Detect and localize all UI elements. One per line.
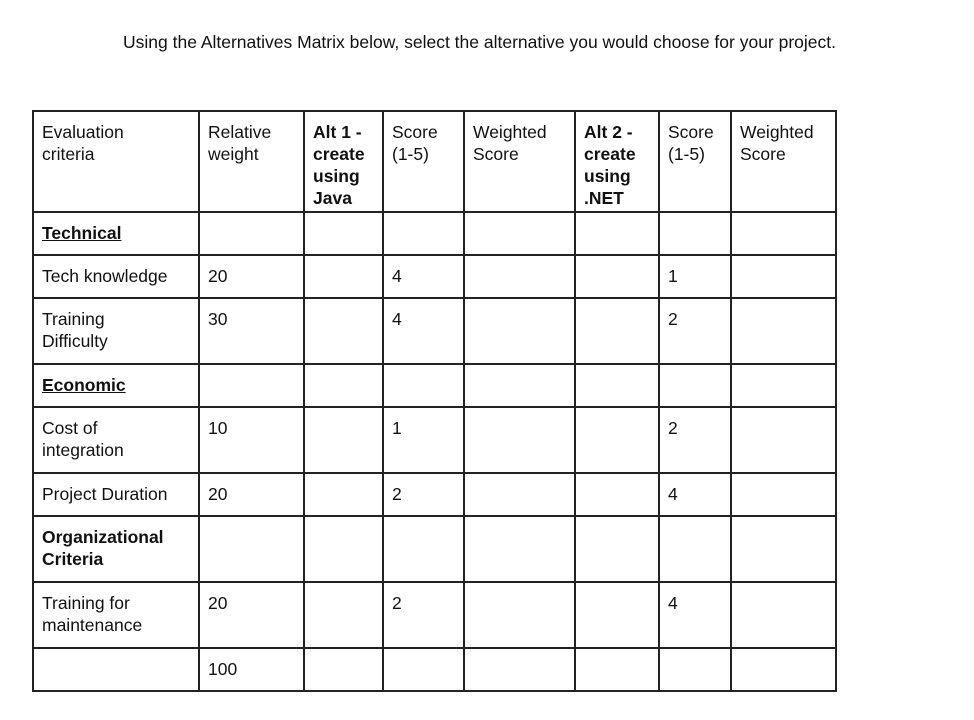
weight-cell: 30 — [199, 298, 304, 364]
header-alt1-weighted-score — [464, 111, 575, 212]
empty-cell — [659, 648, 731, 691]
header-text: using — [313, 166, 360, 186]
alt2-cell — [575, 407, 659, 473]
criteria-label — [33, 298, 199, 364]
header-text: (1-5) — [392, 144, 429, 164]
empty-cell — [731, 212, 836, 255]
header-text: Weighted — [473, 122, 547, 142]
empty-cell — [464, 364, 575, 407]
alt1-score-cell: 2 — [383, 582, 464, 648]
alt1-cell — [304, 407, 383, 473]
empty-cell — [575, 212, 659, 255]
section-title: Technical — [42, 223, 122, 243]
empty-cell — [464, 516, 575, 582]
empty-cell — [304, 212, 383, 255]
alt2-weighted-cell — [731, 298, 836, 364]
empty-cell — [199, 516, 304, 582]
criteria-text: Training — [42, 309, 105, 329]
alt2-weighted-cell — [731, 255, 836, 298]
alt2-cell — [575, 298, 659, 364]
empty-cell — [731, 364, 836, 407]
header-text: Score — [473, 144, 519, 164]
empty-cell — [383, 516, 464, 582]
alt1-weighted-cell — [464, 255, 575, 298]
table-row-training-difficulty — [33, 298, 836, 364]
header-text: Weighted — [740, 122, 814, 142]
alt1-cell — [304, 255, 383, 298]
table-row-project-duration — [33, 473, 836, 516]
criteria-label — [33, 407, 199, 473]
section-title: Organizational — [42, 527, 164, 547]
alt1-weighted-cell — [464, 298, 575, 364]
instruction-text: Using the Alternatives Matrix below, select the alternative you would choose for your project. — [123, 32, 837, 52]
alt1-score-cell: 4 — [383, 298, 464, 364]
empty-cell — [304, 516, 383, 582]
header-text: (1-5) — [668, 144, 705, 164]
alt2-cell — [575, 255, 659, 298]
header-text: .NET — [584, 188, 624, 208]
criteria-text: Difficulty — [42, 331, 108, 351]
alt1-weighted-cell — [464, 407, 575, 473]
alt2-weighted-cell — [731, 407, 836, 473]
criteria-text: maintenance — [42, 615, 143, 635]
alt1-score-cell: 4 — [383, 255, 464, 298]
header-evaluation-criteria — [33, 111, 199, 212]
alt2-score-cell: 2 — [659, 298, 731, 364]
weight-cell: 20 — [199, 582, 304, 648]
weight-total-cell: 100 — [199, 648, 304, 691]
alt2-score-cell: 4 — [659, 582, 731, 648]
section-row-organizational — [33, 516, 836, 582]
header-text: Alt 2 - — [584, 122, 633, 142]
table-row-training-for-maintenance — [33, 582, 836, 648]
section-label — [33, 516, 199, 582]
header-text: Evaluation — [42, 122, 124, 142]
criteria-label: Tech knowledge — [33, 255, 199, 298]
weight-cell: 10 — [199, 407, 304, 473]
section-label — [33, 364, 199, 407]
empty-cell — [199, 364, 304, 407]
empty-cell — [575, 364, 659, 407]
empty-cell — [383, 364, 464, 407]
header-text: using — [584, 166, 631, 186]
empty-cell — [33, 648, 199, 691]
criteria-text: integration — [42, 440, 124, 460]
table-row-cost-of-integration — [33, 407, 836, 473]
section-title: Criteria — [42, 549, 104, 569]
empty-cell — [731, 516, 836, 582]
header-text: Alt 1 - — [313, 122, 362, 142]
criteria-text: Cost of — [42, 418, 98, 438]
alt1-weighted-cell — [464, 582, 575, 648]
alt1-score-cell: 1 — [383, 407, 464, 473]
empty-cell — [575, 648, 659, 691]
section-title: Economic — [42, 375, 126, 395]
header-alt2-score — [659, 111, 731, 212]
weight-cell: 20 — [199, 473, 304, 516]
criteria-label — [33, 582, 199, 648]
alt2-weighted-cell — [731, 582, 836, 648]
empty-cell — [731, 648, 836, 691]
empty-cell — [659, 364, 731, 407]
empty-cell — [659, 212, 731, 255]
alt1-score-cell: 2 — [383, 473, 464, 516]
header-text: Score — [668, 122, 714, 142]
header-alt1-score — [383, 111, 464, 212]
criteria-text: Training for — [42, 593, 130, 613]
header-text: create — [584, 144, 636, 164]
alt1-cell — [304, 582, 383, 648]
empty-cell — [199, 212, 304, 255]
alt2-weighted-cell — [731, 473, 836, 516]
empty-cell — [304, 364, 383, 407]
alt2-cell — [575, 582, 659, 648]
header-relative-weight — [199, 111, 304, 212]
header-row — [33, 111, 836, 212]
header-text: weight — [208, 144, 259, 164]
criteria-label: Project Duration — [33, 473, 199, 516]
table-row-total — [33, 648, 836, 691]
header-text: create — [313, 144, 365, 164]
section-row-technical — [33, 212, 836, 255]
empty-cell — [383, 648, 464, 691]
alt2-score-cell: 4 — [659, 473, 731, 516]
header-text: Score — [392, 122, 438, 142]
alt2-score-cell: 2 — [659, 407, 731, 473]
empty-cell — [659, 516, 731, 582]
header-text: Score — [740, 144, 786, 164]
header-text: Relative — [208, 122, 272, 142]
alt1-cell — [304, 473, 383, 516]
empty-cell — [464, 212, 575, 255]
alt2-cell — [575, 473, 659, 516]
header-alt2-weighted-score — [731, 111, 836, 212]
alternatives-matrix — [32, 110, 837, 692]
alt1-cell — [304, 298, 383, 364]
empty-cell — [575, 516, 659, 582]
section-label — [33, 212, 199, 255]
header-alt2 — [575, 111, 659, 212]
header-text: Java — [313, 188, 352, 208]
alt1-weighted-cell — [464, 473, 575, 516]
alt2-score-cell: 1 — [659, 255, 731, 298]
header-text: criteria — [42, 144, 95, 164]
weight-cell: 20 — [199, 255, 304, 298]
header-alt1 — [304, 111, 383, 212]
section-row-economic — [33, 364, 836, 407]
empty-cell — [464, 648, 575, 691]
empty-cell — [304, 648, 383, 691]
empty-cell — [383, 212, 464, 255]
table-row-tech-knowledge — [33, 255, 836, 298]
